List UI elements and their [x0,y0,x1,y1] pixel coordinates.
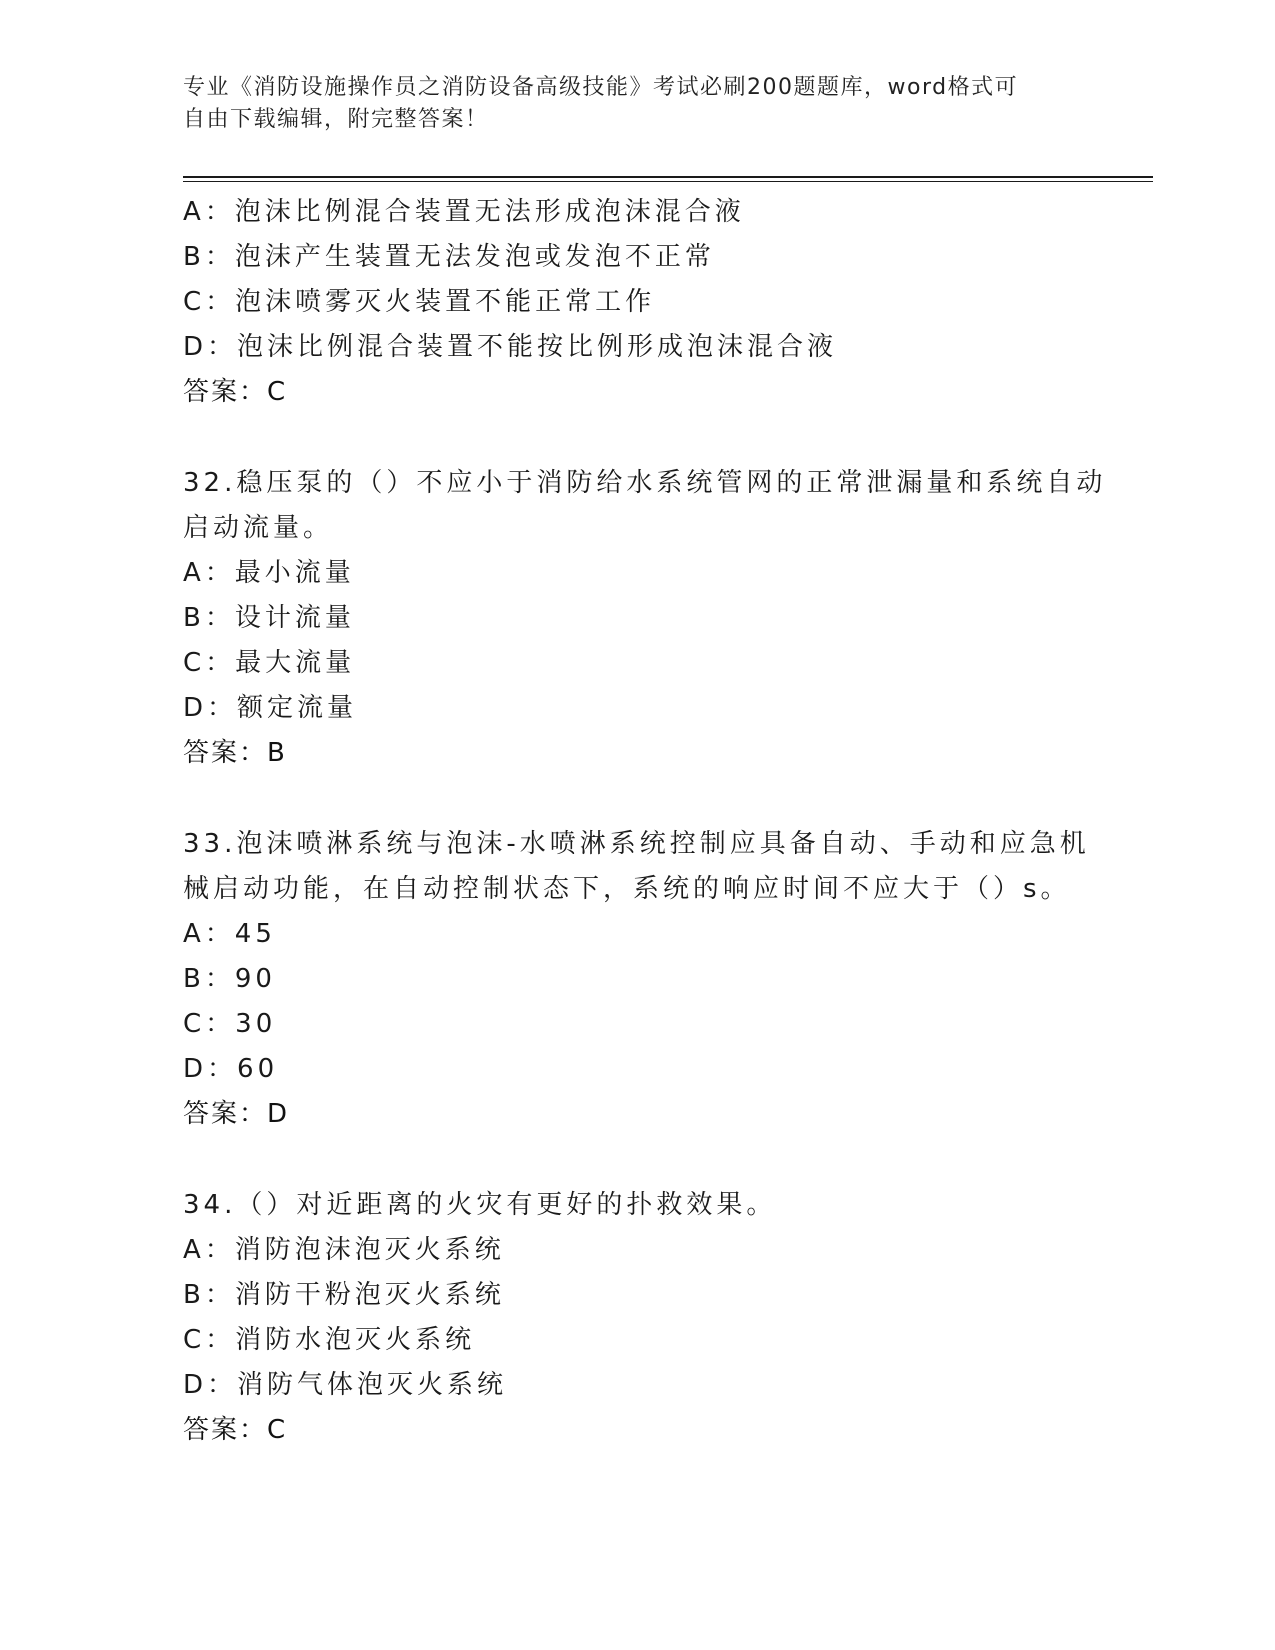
option-a: A：最小流量 [183,558,355,588]
question-31-continued [183,190,1083,415]
header-line-2: 自由下载编辑，附完整答案！ [183,107,489,132]
question-list [183,190,1107,1453]
option-b: B：泡沫产生装置无法发泡或发泡不正常 [183,242,715,272]
question-stem: 34.（）对近距离的火灾有更好的扑救效果。 [183,1190,777,1220]
answer-label: 答案：D [183,1099,290,1129]
document-header [183,72,1063,136]
question-stem: 33.泡沫喷淋系统与泡沫-水喷淋系统控制应具备自动、手动和应急机 [183,829,1090,859]
option-c: C：30 [183,1009,277,1039]
option-b: B：90 [183,964,276,994]
question-stem: 械启动功能，在自动控制状态下，系统的响应时间不应大于（）s。 [183,874,1071,904]
header-divider-thin [183,181,1153,182]
question-stem: 启动流量。 [183,513,334,543]
option-d: D：泡沫比例混合装置不能按比例形成泡沫混合液 [183,332,838,362]
option-d: D：消防气体泡灭火系统 [183,1370,508,1400]
option-b: B：消防干粉泡灭火系统 [183,1280,505,1310]
question-32 [183,461,1107,776]
answer-label: 答案：B [183,738,287,768]
option-d: D：60 [183,1054,279,1084]
question-34 [183,1183,1083,1453]
option-c: C：泡沫喷雾灭火装置不能正常工作 [183,287,656,317]
option-a: A：泡沫比例混合装置无法形成泡沫混合液 [183,197,745,227]
question-33 [183,822,1090,1137]
question-stem: 32.稳压泵的（）不应小于消防给水系统管网的正常泄漏量和系统自动 [183,468,1107,498]
option-c: C：最大流量 [183,648,356,678]
answer-label: 答案：C [183,377,288,407]
option-c: C：消防水泡灭火系统 [183,1325,476,1355]
option-a: A：消防泡沫泡灭火系统 [183,1235,505,1265]
header-divider-thick [183,176,1153,178]
answer-label: 答案：C [183,1415,288,1445]
option-a: A：45 [183,919,276,949]
option-d: D：额定流量 [183,693,358,723]
option-b: B：设计流量 [183,603,355,633]
header-line-1: 专业《消防设施操作员之消防设备高级技能》考试必刷200题题库，word格式可 [183,75,1019,100]
